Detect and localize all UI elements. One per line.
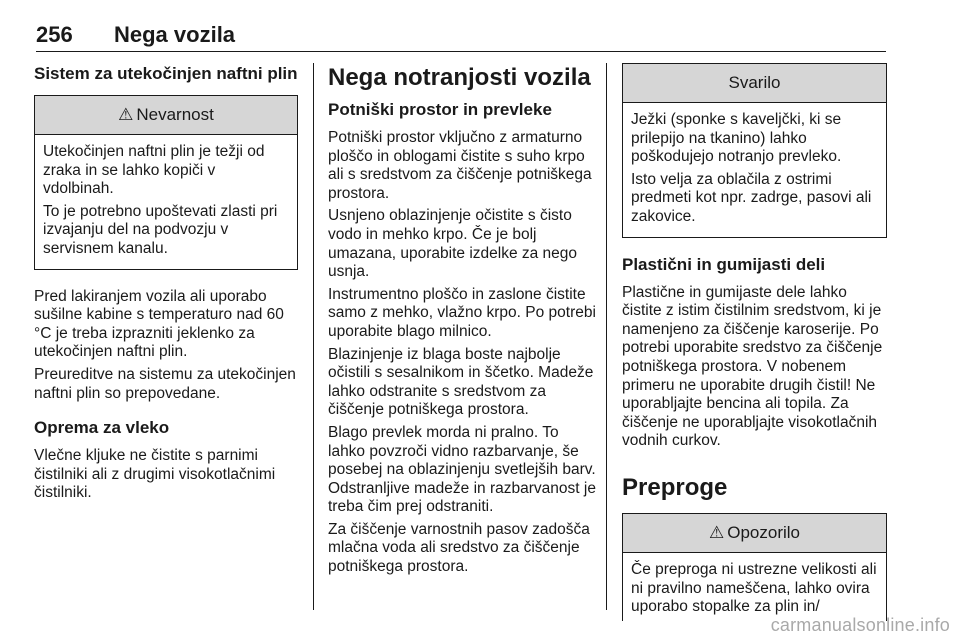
paragraph: Isto velja za oblačila z ostrimi predmeti kot npr. zadrge, pasovi ali zakovice. — [631, 170, 872, 225]
paragraph: Vlečne kljuke ne čistite s parnimi čistilniki ali z drugimi visokotlačnimi čistilniki. — [34, 447, 276, 502]
column-divider — [313, 63, 314, 610]
paragraph: Plastične in gumijaste dele lahko čistite z istim čistilnim sredstvom, ki je namenjeno za čiščenje karoserije. Po potrebi uporabite sredstvo za čiščenje potniškega prostora. V nobenem primeru ne uporabite drugih čistil! Ne uporabljajte bencina ali topila. Za čiščenje ne uporabljajte visokotlačnih vodnih curkov. — [622, 283, 883, 450]
paragraph: To je potrebno upoštevati zlasti pri izvajanju del na podvozju v servisnem kanalu. — [43, 202, 278, 257]
notice-box-header — [623, 64, 886, 103]
section-title: Sistem za utekočinjen naftni plin — [34, 64, 298, 83]
warning-box — [622, 513, 887, 621]
paragraph: Instrumentno ploščo in zaslone čistite samo z mehko, vlažno krpo. Po potrebi uporabite blago milnico. — [328, 285, 596, 340]
danger-box — [34, 95, 298, 270]
warning-triangle-icon: ⚠ — [118, 105, 134, 124]
paragraph: Utekočinjen naftni plin je težji od zraka in se lahko kopiči v vdolbinah. — [43, 143, 265, 198]
danger-box-body — [35, 135, 297, 269]
paragraph: Za čiščenje varnostnih pasov zadošča mlačna voda ali sredstvo za čiščenje potniškega prostora. — [328, 520, 590, 576]
warning-box-body — [623, 553, 886, 621]
page-number: 256 — [36, 22, 73, 47]
paragraph: Pred lakiranjem vozila ali uporabo sušilne kabine s temperaturo nad 60 °C je treba izprazniti jeklenko za utekočinjen naftni plin. — [34, 287, 284, 361]
main-title: Nega notranjosti vozila — [328, 64, 591, 91]
paragraph: Blago prevlek morda ni pralno. To lahko povzroči vidno razbarvanje, še posebej na oblazinjenju svetlejših barv. Odstranljive madeže in razbarvanost je treba čim prej odstraniti. — [328, 423, 596, 516]
paragraph: Usnjeno oblazinjenje očistite s čisto vodo in mehko krpo. Če je bolj umazana, uporabite izdelke za nego usnja. — [328, 207, 578, 281]
column-divider — [606, 63, 607, 610]
column-middle — [328, 63, 596, 577]
body-text — [34, 288, 298, 404]
paragraph: Ježki (sponke s kaveljčki, ki se prilepijo na tkanino) lahko poškodujejo notranjo prevleko. — [631, 111, 842, 166]
warning-triangle-icon: ⚠ — [708, 522, 725, 542]
notice-box-body — [623, 103, 886, 237]
warning-box-header — [623, 514, 886, 553]
watermark: carmanualsonline.info — [770, 615, 950, 635]
notice-box — [622, 63, 887, 238]
danger-box-title: Nevarnost — [136, 105, 214, 124]
danger-box-header — [35, 96, 297, 135]
notice-box-title: Svarilo — [728, 73, 781, 92]
header-rule — [36, 51, 886, 52]
page-header — [36, 22, 886, 50]
paragraph: Preureditve na sistemu za utekočinjen naftni plin so prepovedane. — [34, 365, 296, 402]
main-title: Preproge — [622, 473, 728, 501]
subsection-title: Plastični in gumijasti deli — [622, 254, 826, 274]
paragraph: Potniški prostor vključno z armaturno ploščo in oblogami čistite s suho krpo ali s sredstvom za čiščenje potniškega prostora. — [328, 129, 592, 202]
paragraph: Blazinjenje iz blaga boste najbolje očistili s sesalnikom in ščetko. Madeže lahko odstranite s sredstvom za čiščenje potniškega prostora. — [328, 345, 594, 419]
column-right — [622, 63, 887, 621]
column-left — [34, 63, 298, 503]
warning-box-title: Opozorilo — [727, 522, 800, 542]
paragraph: Če preproga ni ustrezne velikosti ali ni pravilno nameščena, lahko ovira uporabo stopalke za plin in/ — [631, 560, 877, 616]
chapter-title: Nega vozila — [114, 22, 236, 47]
subsection-title: Oprema za vleko — [34, 418, 170, 438]
subsection-title: Potniški prostor in prevleke — [328, 100, 552, 119]
